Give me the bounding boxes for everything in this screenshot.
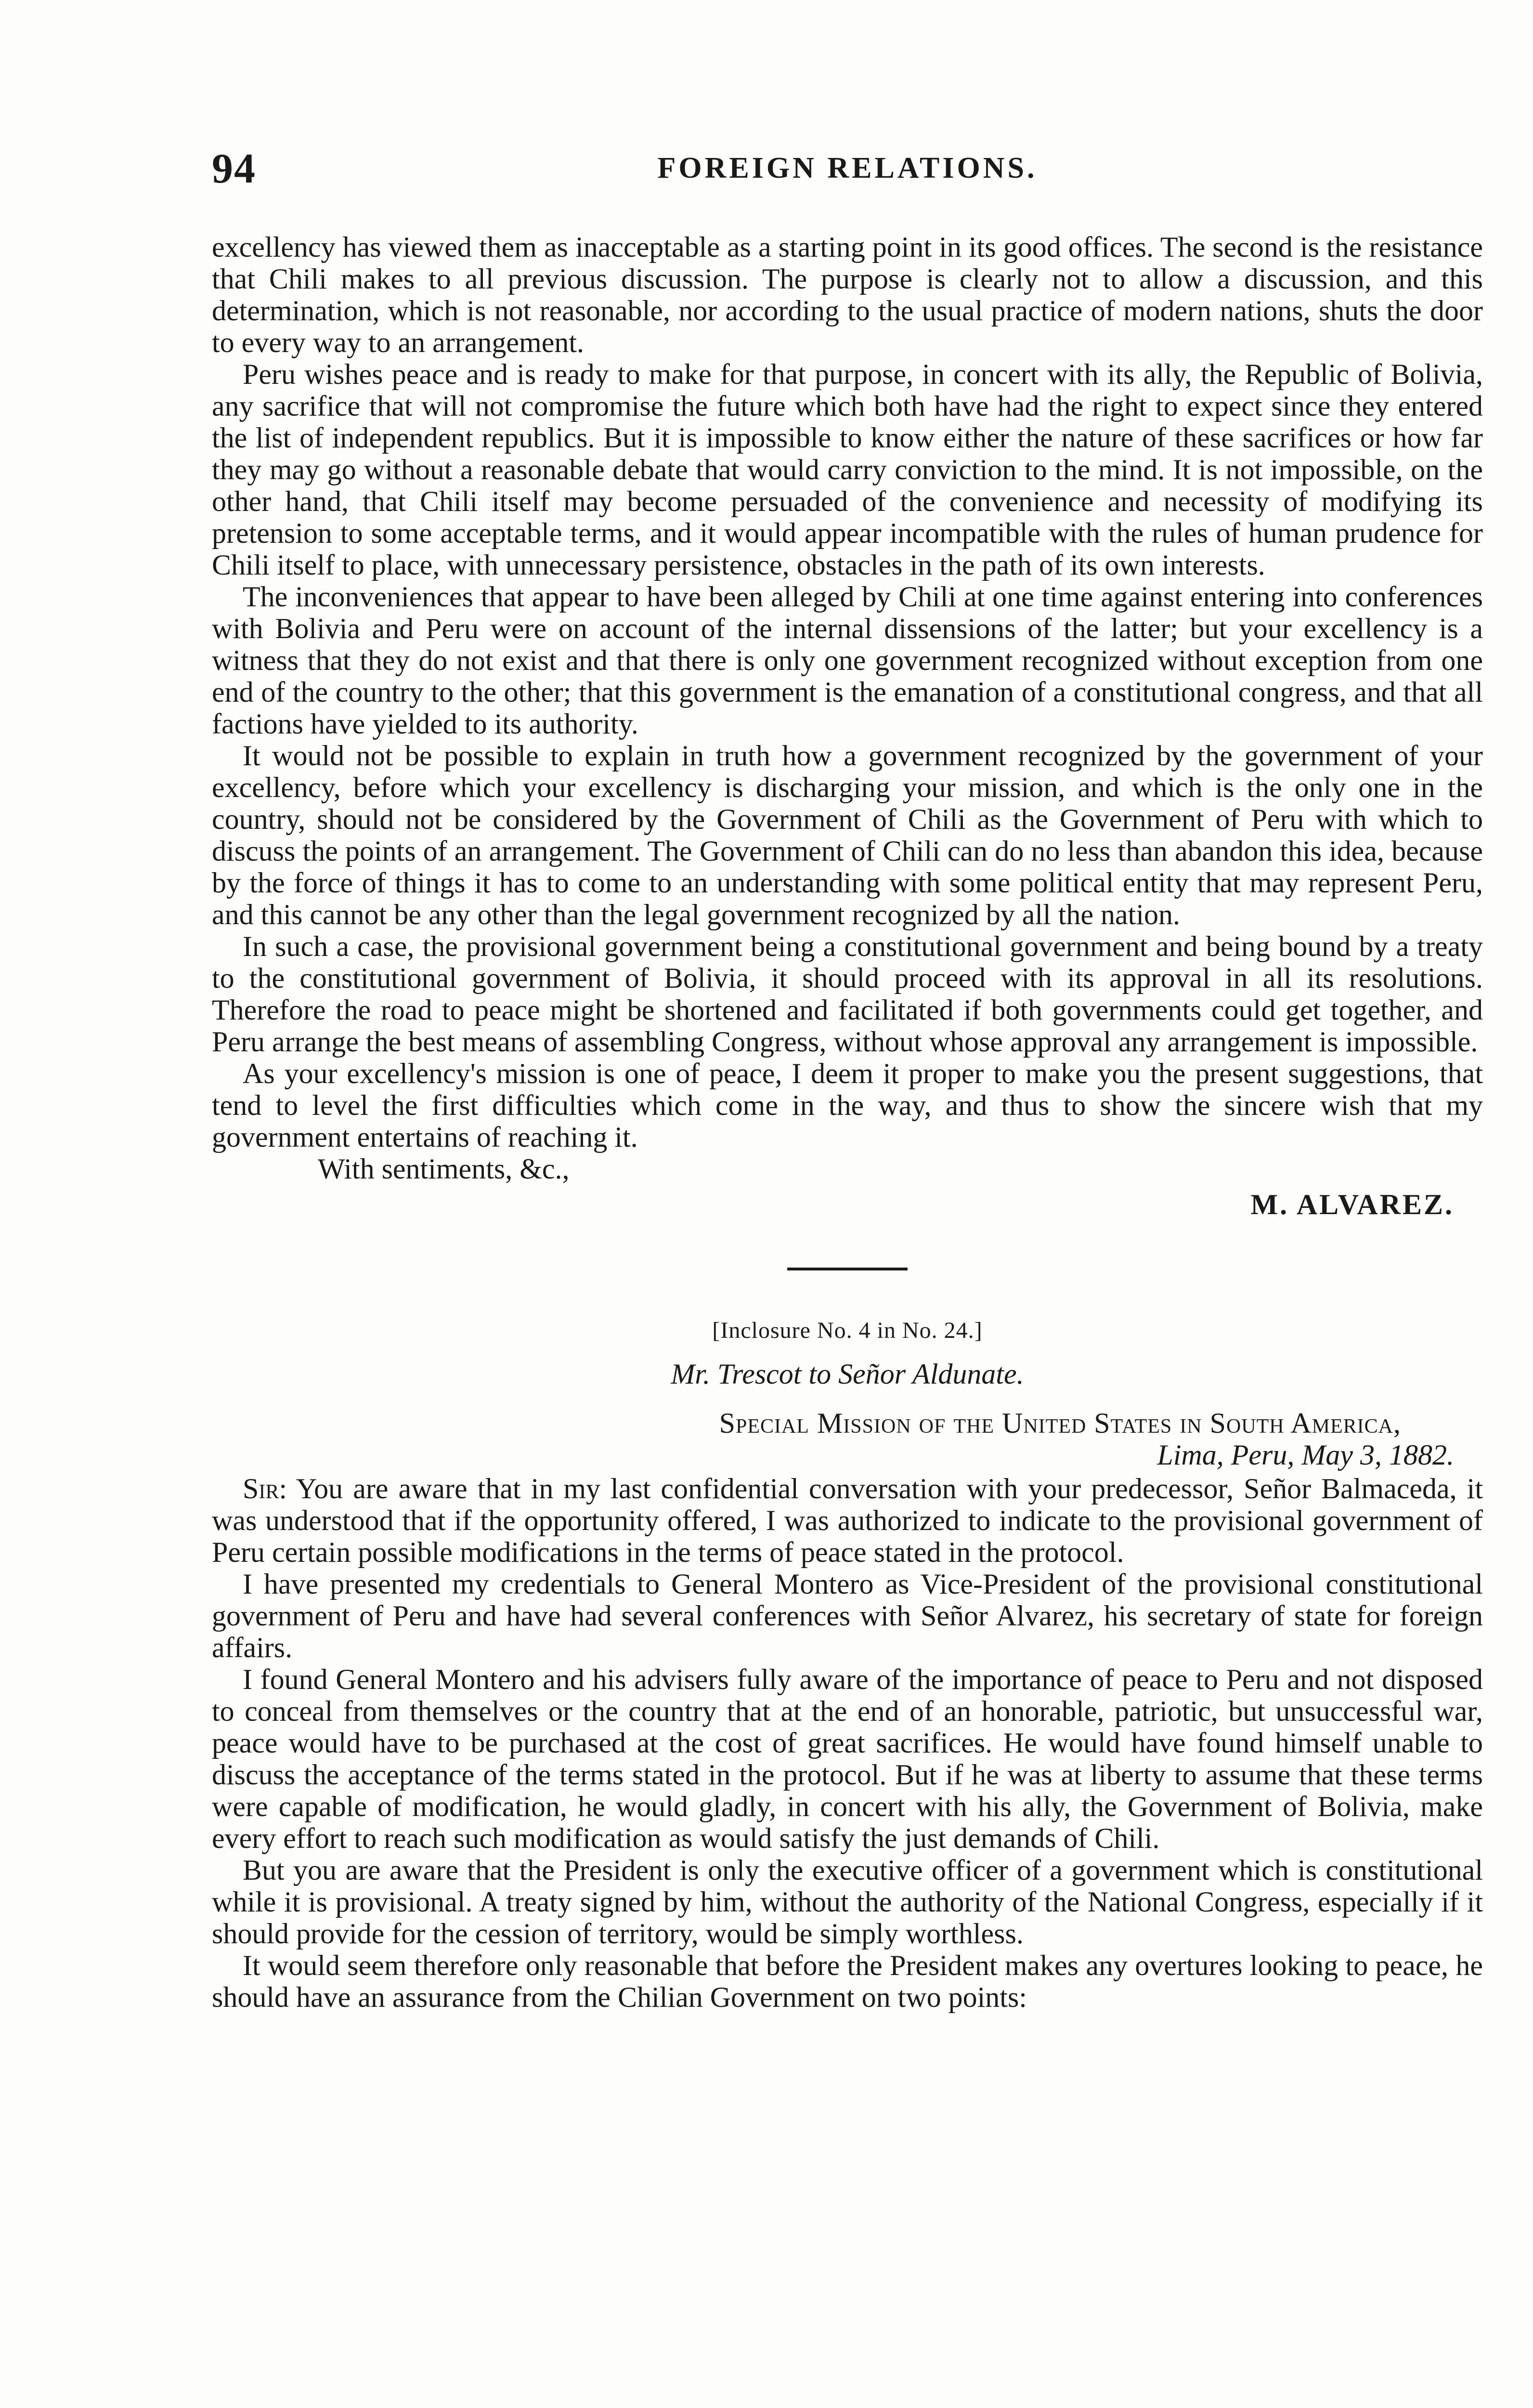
enclosure-paragraph-4: But you are aware that the President is only the executive officer of a government which is constitutional while it is provisional. A treaty signed by him, without the authority of the National Congress, especially if it should provide for the cession of territory, would be simply worthless. bbox=[212, 1854, 1483, 1950]
enclosure-paragraph-1-text: You are aware that in my last confidential conversation with your predecessor, Señor Balmaceda, it was understood that if the opportunity offered, I was authorized to indicate to the provisional government of Peru certain possible modifications in the terms of peace stated in the protocol. bbox=[212, 1473, 1483, 1568]
dateline-mission: Special Mission of the United States in South America, bbox=[719, 1407, 1401, 1439]
dateline-place-date-text: Lima, Peru, May 3, 1882. bbox=[1157, 1439, 1454, 1471]
enclosure-note: [Inclosure No. 4 in No. 24.] bbox=[712, 1318, 983, 1343]
letter-paragraph-6: As your excellency's mission is one of peace, I deem it proper to make you the present suggestions, that tend to level the first difficulties which come in the way, and thus to show the sincere wish that my government entertains of reaching it. bbox=[212, 1058, 1483, 1153]
letter-paragraph-3: The inconveniences that appear to have been alleged by Chili at one time against entering into conferences with Bolivia and Peru were on account of the internal dissensions of the latter; but your excellency is a witness that they do not exist and that there is only one government recognized without exception from one end of the country to the other; that this government is the emanation of a constitutional congress, and that all factions have yielded to its authority. bbox=[212, 581, 1483, 740]
body-text bbox=[212, 231, 1483, 2013]
enclosure-paragraph-2: I have presented my credentials to General Montero as Vice-President of the provisional constitutional government of Peru and have had several conferences with Señor Alvarez, his secretary of state for foreign affairs. bbox=[212, 1568, 1483, 1663]
enclosure-paragraph-1 bbox=[212, 1473, 1483, 1568]
page-number: 94 bbox=[212, 145, 256, 192]
running-title: FOREIGN RELATIONS. bbox=[657, 152, 1038, 184]
enclosure-paragraph-5: It would seem therefore only reasonable that before the President makes any overtures looking to peace, he should have an assurance from the Chilian Government on two points: bbox=[212, 1950, 1483, 2013]
salutation: Sir: bbox=[243, 1473, 287, 1505]
dateline-place-date bbox=[212, 1439, 1483, 1471]
document-title: Mr. Trescot to Señor Aldunate. bbox=[671, 1358, 1024, 1390]
enclosure-paragraph-3: I found General Montero and his advisers fully aware of the importance of peace to Peru and not disposed to conceal from themselves or the country that at the end of an honorable, patriotic, but unsuccessful war, peace would have to be purchased at the cost of great sacrifices. He would have found himself unable to discuss the acceptance of the terms stated in the protocol. But if he was at liberty to assume that these terms were capable of modification, he would gladly, in concert with his ally, the Government of Bolivia, make every effort to reach such modification as would satisfy the just demands of Chili. bbox=[212, 1663, 1483, 1854]
letter-paragraph-4: It would not be possible to explain in truth how a government recognized by the government of your excellency, before which your excellency is discharging your mission, and which is the only one in the country, should not be considered by the Government of Chili as the Government of Peru with which to discuss the points of an arrangement. The Government of Chili can do no less than abandon this idea, because by the force of things it has to come to an understanding with some political entity that may represent Peru, and this cannot be any other than the legal government recognized by all the nation. bbox=[212, 740, 1483, 930]
letter-paragraph-1: excellency has viewed them as inacceptable as a starting point in its good offices. The second is the resistance that Chili makes to all previous discussion. The purpose is clearly not to allow a discussion, and this determination, which is not reasonable, nor according to the usual practice of modern nations, shuts the door to every way to an arrangement. bbox=[212, 231, 1483, 358]
section-divider bbox=[787, 1268, 908, 1270]
letter-paragraph-2: Peru wishes peace and is ready to make for that purpose, in concert with its ally, the Republic of Bolivia, any sacrifice that will not compromise the future which both have had the right to expect since they entered the list of independent republics. But it is impossible to know either the nature of these sacrifices or how far they may go without a reasonable debate that would carry conviction to the mind. It is not impossible, on the other hand, that Chili itself may become persuaded of the convenience and necessity of modifying its pretension to some acceptable terms, and it would appear incompatible with the rules of human prudence for Chili itself to place, with unnecessary persistence, obstacles in the path of its own interests. bbox=[212, 358, 1483, 581]
letter-paragraph-5: In such a case, the provisional government being a constitutional government and being bound by a treaty to the constitutional government of Bolivia, it should proceed with its approval in all its resolutions. Therefore the road to peace might be shortened and facilitated if both governments could get together, and Peru arrange the best means of assembling Congress, without whose approval any arrangement is impossible. bbox=[212, 930, 1483, 1058]
letter-signature: M. ALVAREZ. bbox=[1250, 1189, 1454, 1220]
running-head bbox=[212, 144, 1483, 197]
letter-closing: With sentiments, &c., bbox=[318, 1153, 570, 1185]
